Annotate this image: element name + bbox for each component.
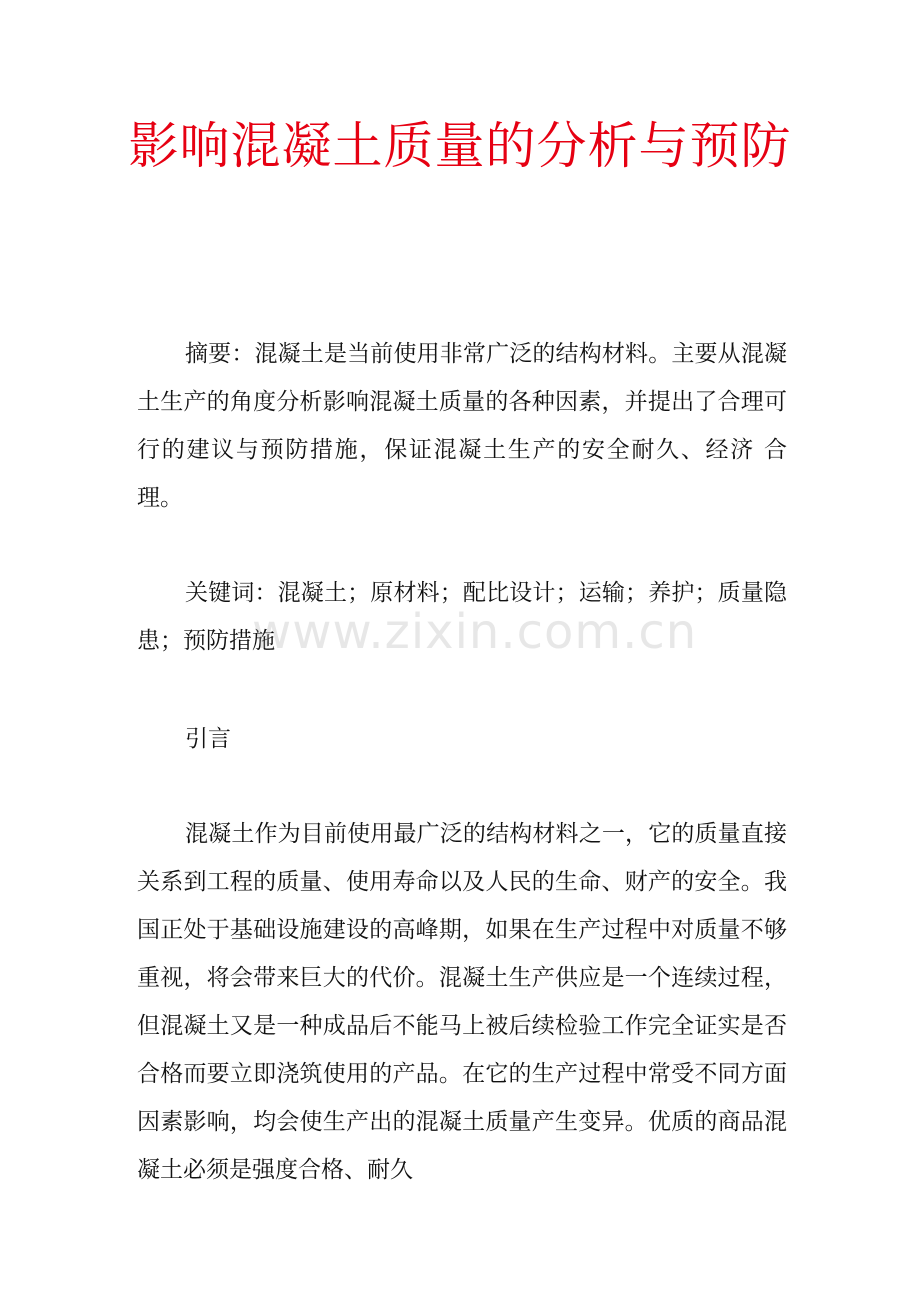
watermark: www.zixin.com.cn — [252, 604, 698, 660]
keywords-paragraph: 关键词：混凝土；原材料；配比设计；运输；养护；质量隐患；预防措施 — [137, 580, 787, 654]
document-title: 影响混凝土质量的分析与预防 — [128, 117, 792, 175]
intro-heading: 引言 — [185, 726, 231, 752]
abstract-paragraph: 摘要：混凝土是当前使用非常广泛的结构材料。主要从混凝土生产的角度分析影响混凝土质量的各种因素，并提出了合理可行的建议与预防措施，保证混凝土生产的安全耐久、经济 合理。 — [137, 341, 787, 511]
intro-paragraph: 混凝土作为目前使用最广泛的结构材料之一，它的质量直接关系到工程的质量、使用寿命以及人民的生命、财产的安全。我国正处于基础设施建设的高峰期，如果在生产过程中对质量不够重视，将会带来巨大的代价。混凝土生产供应是一个连续过程，但混凝土又是一种成品后不能马上被后续检验工作完全证实是否合格而要立即浇筑使用的产品。在它的生产过程中常受不同方面因素影响，均会使生产出的混凝土质量产生变异。优质的商品混凝土必须是强度合格、耐久 — [137, 821, 787, 1183]
